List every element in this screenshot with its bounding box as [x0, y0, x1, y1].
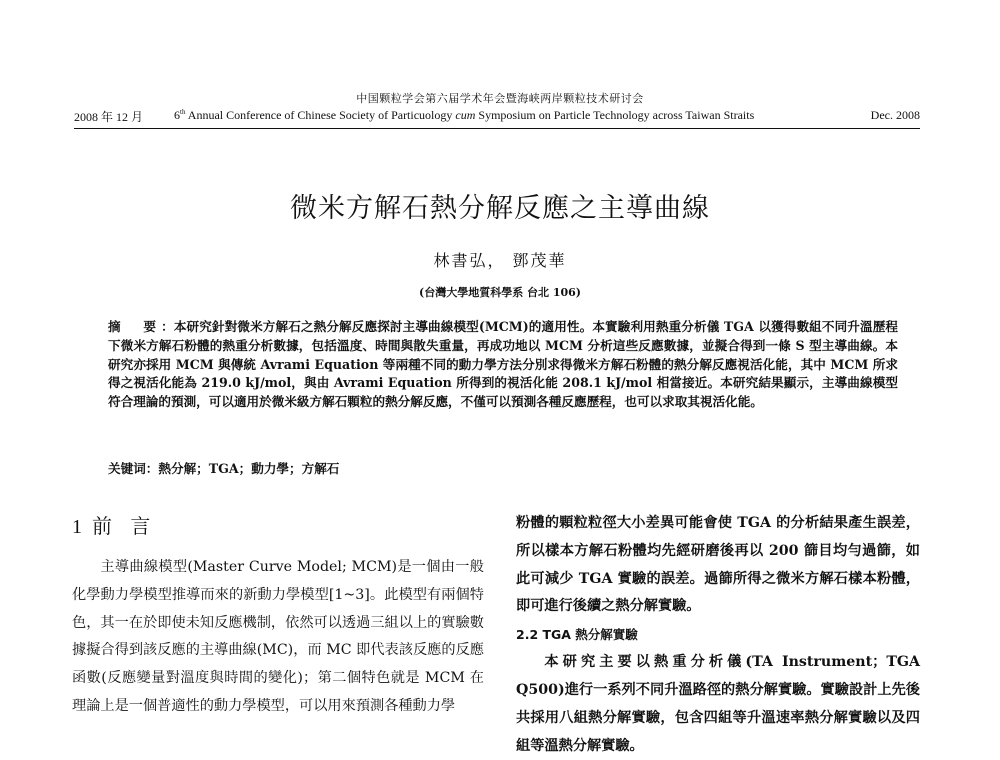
section-number: 1 [72, 516, 82, 538]
subsection-heading-tga: 2.2 TGA 熱分解實驗 [516, 627, 638, 643]
introduction-paragraph: 主導曲線模型(Master Curve Model; MCM)是一個由一般化學動力學模型推導而來的新動力學模型[1~3]。此模型有兩個特色，其一在於即使未知反應機制，依然可以透過三組以上的實驗數據擬合得到該反應的主導曲線(MC)，而 MC 即代表該反應的反應函數(反應變量對溫度與時間的變化)；第二個特色就是 MCM 在理論上是一個普適性的動力學模型，可以用來預測各種動力學 [72, 559, 484, 714]
running-header [74, 108, 920, 126]
paper-title: 微米方解石熱分解反應之主導曲線 [290, 193, 710, 224]
paper-affiliation: (台灣大學地質科學系 台北 106) [418, 286, 582, 299]
keywords: 关键词：熱分解；TGA；動力學；方解石 [108, 461, 340, 476]
abstract-text: ：本研究針對微米方解石之熱分解反應探討主導曲線模型(MCM)的適用性。本實驗利用熱重分析儀 TGA 以獲得數組不同升溫歷程下微米方解石粉體的熱重分析數據，包括溫度、時間與散失重量，再成功地以 MCM 分析這些反應數據，並擬合得到一條 S 型主導曲線。本研究亦採用 MCM 與傳統 Avrami Equation 等兩種不同的動力學方法分別求得微米方解石粉體的熱分解反應視活化能，其中 MCM 所求得之視活化能為 219.0 kJ/mol，與由 Avrami Equation 所得到的視活化能 208.1 kJ/mol 相當接近。本研究結果顯示，主導曲線模型符合理論的預測，可以適用於微米級方解石顆粒的熱分解反應，不僅可以預測各種反應歷程，也可以求取其視活化能。 [108, 319, 899, 410]
header-conference-english: 6th Annual Conference of Chinese Society of Particuology cum Symposium on Particle Technology across Taiwan Straits [174, 108, 755, 122]
conference-title-chinese: 中国颗粒学会第六届学术年会暨海峡两岸颗粒技术研讨会 [356, 92, 644, 105]
paper-authors: 林書弘， 鄧茂華 [433, 251, 567, 270]
tga-experiment-paragraph: 本研究主要以熱重分析儀(TA Instrument；TGA Q500)進行一系列不同升溫路徑的熱分解實驗。實驗設計上先後共採用八組熱分解實驗，包含四組等升溫速率熱分解實驗以及四組等溫熱分解實驗。 [516, 654, 920, 754]
abstract-label: 摘 要 [108, 319, 162, 334]
left-column [72, 510, 484, 721]
right-column [516, 510, 920, 760]
section-heading-introduction [72, 510, 484, 554]
section-title: 前 言 [92, 514, 157, 538]
abstract [108, 318, 898, 412]
header-date-chinese: 2008 年 12 月 [74, 110, 144, 124]
header-divider [74, 128, 920, 129]
header-date-english: Dec. 2008 [870, 108, 920, 122]
sample-preparation-paragraph: 粉體的顆粒粒徑大小差異可能會使 TGA 的分析結果產生誤差，所以樣本方解石粉體均先經研磨後再以 200 篩目均勻過篩，如此可減少 TGA 實驗的誤差。過篩所得之微米方解石樣本粉體，即可進行後續之熱分解實驗。 [516, 515, 920, 615]
